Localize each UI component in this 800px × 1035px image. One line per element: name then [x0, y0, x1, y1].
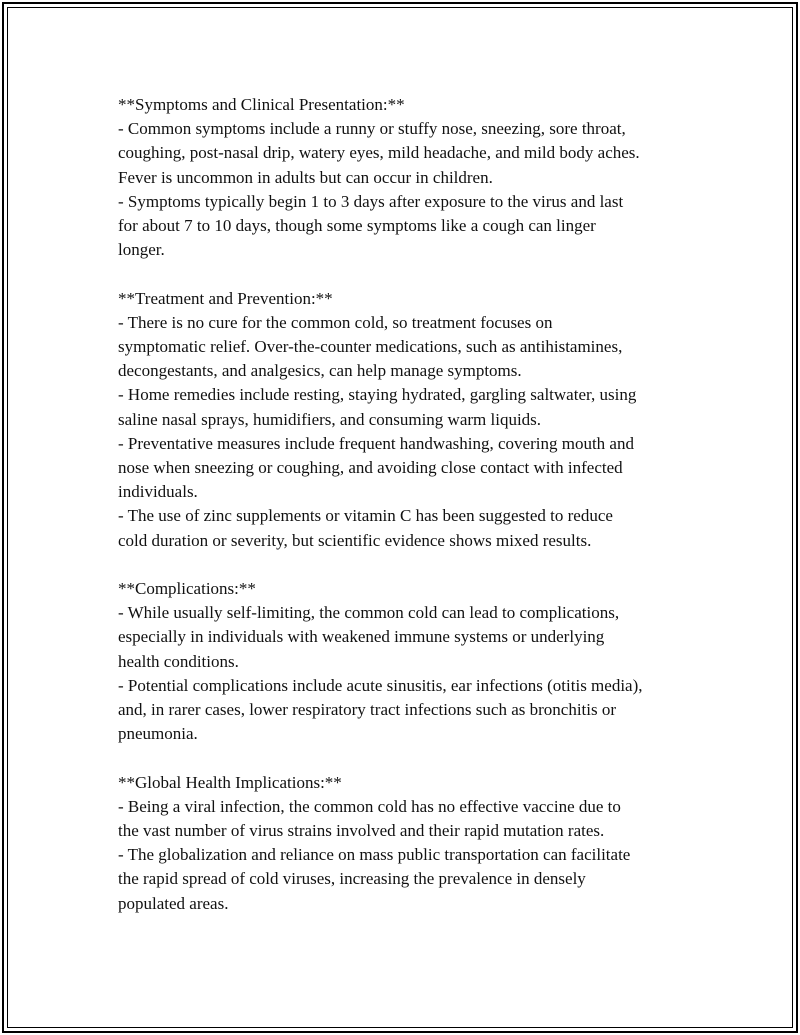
- text-line: - The use of zinc supplements or vitamin C has been suggested to reduce: [118, 506, 613, 526]
- text-line: decongestants, and analgesics, can help manage symptoms.: [118, 361, 522, 381]
- text-line: - There is no cure for the common cold, so treatment focuses on: [118, 312, 553, 332]
- section-heading: **Complications:**: [118, 579, 256, 599]
- text-line: - The globalization and reliance on mass public transportation can facilitate: [118, 845, 631, 865]
- text-line: individuals.: [118, 482, 198, 502]
- section-complications: [118, 577, 698, 746]
- section-heading: **Symptoms and Clinical Presentation:**: [118, 95, 405, 114]
- text-line: the rapid spread of cold viruses, increasing the prevalence in densely: [118, 869, 586, 889]
- section-symptoms: [118, 93, 698, 262]
- text-line: populated areas.: [118, 893, 229, 913]
- text-line: - Preventative measures include frequent handwashing, covering mouth and: [118, 433, 634, 453]
- text-line: for about 7 to 10 days, though some symptoms like a cough can linger: [118, 216, 596, 236]
- text-line: especially in individuals with weakened immune systems or underlying: [118, 627, 605, 647]
- text-line: - Common symptoms include a runny or stuffy nose, sneezing, sore throat,: [118, 119, 626, 139]
- text-line: nose when sneezing or coughing, and avoiding close contact with infected: [118, 458, 623, 478]
- text-line: and, in rarer cases, lower respiratory tract infections such as bronchitis or: [118, 700, 617, 720]
- text-line: the vast number of virus strains involved and their rapid mutation rates.: [118, 821, 605, 841]
- text-line: - Potential complications include acute sinusitis, ear infections (otitis media),: [118, 675, 643, 695]
- section-treatment: [118, 287, 698, 553]
- document-body: [118, 93, 698, 940]
- text-line: Fever is uncommon in adults but can occur in children.: [118, 167, 493, 187]
- text-line: - While usually self-limiting, the common cold can lead to complications,: [118, 603, 620, 623]
- text-line: saline nasal sprays, humidifiers, and consuming warm liquids.: [118, 409, 542, 429]
- section-heading: **Treatment and Prevention:**: [118, 288, 333, 308]
- text-line: pneumonia.: [118, 724, 198, 744]
- section-global-health: [118, 771, 698, 916]
- text-line: coughing, post-nasal drip, watery eyes, mild headache, and mild body aches.: [118, 143, 640, 163]
- text-line: - Symptoms typically begin 1 to 3 days after exposure to the virus and last: [118, 191, 624, 211]
- text-line: health conditions.: [118, 651, 239, 671]
- text-line: cold duration or severity, but scientific evidence shows mixed results.: [118, 530, 592, 550]
- text-line: longer.: [118, 240, 165, 260]
- text-line: - Home remedies include resting, staying hydrated, gargling saltwater, using: [118, 385, 637, 405]
- text-line: symptomatic relief. Over-the-counter medications, such as antihistamines,: [118, 337, 623, 357]
- text-line: - Being a viral infection, the common cold has no effective vaccine due to: [118, 796, 621, 816]
- section-heading: **Global Health Implications:**: [118, 772, 342, 792]
